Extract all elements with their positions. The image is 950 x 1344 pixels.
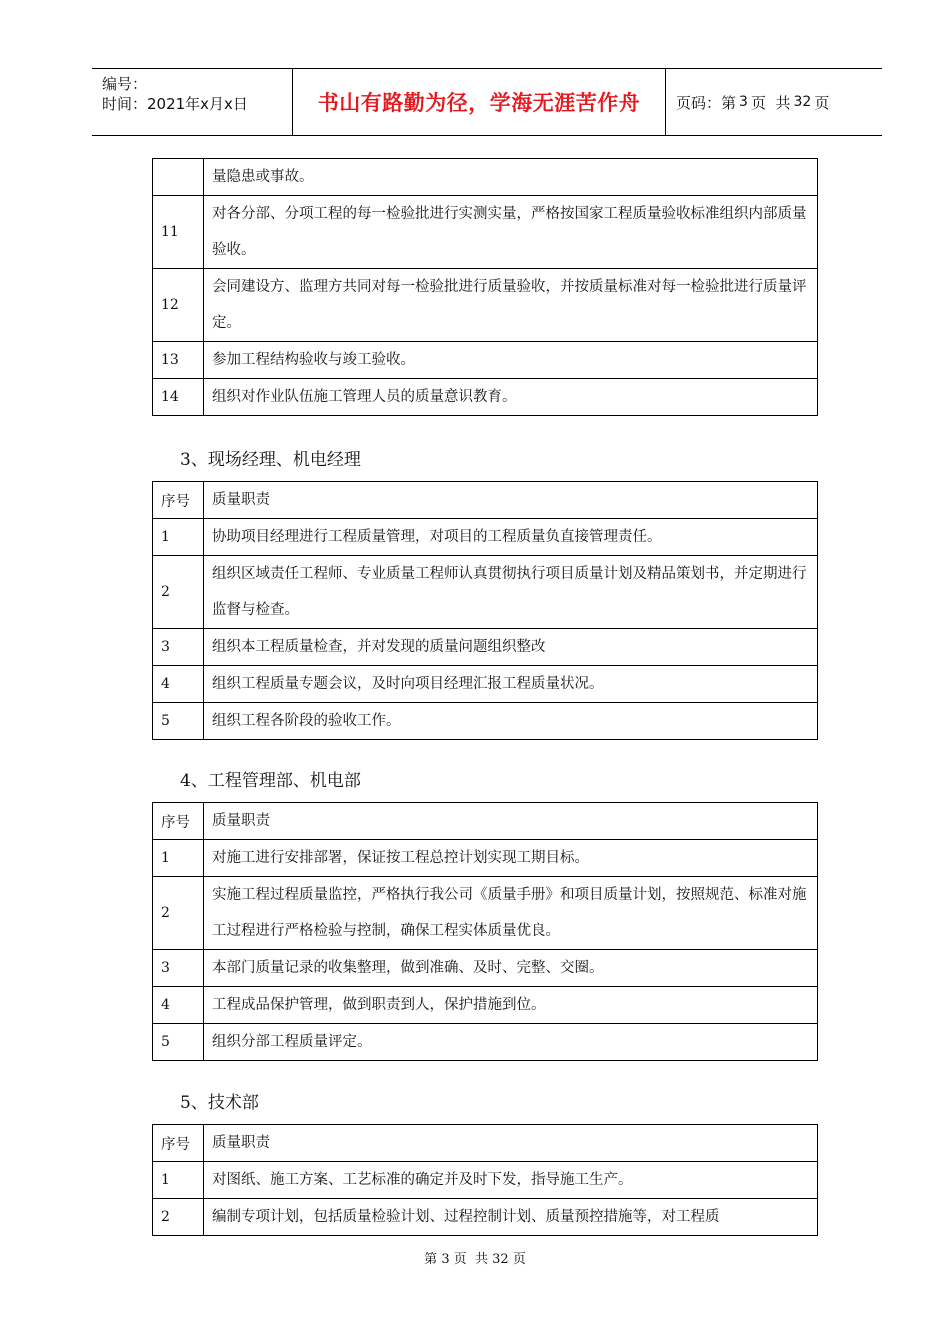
row-text: 协助项目经理进行工程质量管理，对项目的工程质量负直接管理责任。 bbox=[204, 519, 818, 556]
table-row bbox=[153, 1024, 818, 1061]
row-text: 组织工程各阶段的验收工作。 bbox=[204, 703, 818, 740]
row-number: 3 bbox=[153, 629, 204, 666]
footer-total: 32 bbox=[492, 1252, 509, 1267]
footer-mid: 页 共 bbox=[453, 1252, 488, 1267]
row-text: 本部门质量记录的收集整理，做到准确、及时、完整、交圈。 bbox=[204, 950, 818, 987]
page-suffix: 页 bbox=[814, 93, 830, 112]
row-number: 5 bbox=[153, 703, 204, 740]
time-label: 时间：2021年x月x日 bbox=[102, 95, 248, 113]
footer-prefix: 第 bbox=[424, 1252, 438, 1267]
table-row bbox=[153, 877, 818, 950]
table-row bbox=[153, 987, 818, 1024]
row-text: 会同建设方、监理方共同对每一检验批进行质量验收，并按质量标准对每一检验批进行质量评定。 bbox=[204, 269, 818, 342]
row-number: 2 bbox=[153, 556, 204, 629]
page-header bbox=[92, 68, 882, 136]
row-text: 组织本工程质量检查，并对发现的质量问题组织整改 bbox=[204, 629, 818, 666]
row-number: 1 bbox=[153, 519, 204, 556]
row-number: 1 bbox=[153, 840, 204, 877]
table-row bbox=[153, 950, 818, 987]
footer-suffix: 页 bbox=[512, 1252, 526, 1267]
section-3-title: 3、现场经理、机电经理 bbox=[180, 450, 361, 470]
table-row bbox=[153, 629, 818, 666]
row-text: 组织对作业队伍施工管理人员的质量意识教育。 bbox=[204, 379, 818, 416]
header-duty: 质量职责 bbox=[204, 803, 818, 840]
row-text: 组织工程质量专题会议，及时向项目经理汇报工程质量状况。 bbox=[204, 666, 818, 703]
section-5-title: 5、技术部 bbox=[180, 1093, 259, 1113]
section-4-title: 4、工程管理部、机电部 bbox=[180, 771, 361, 791]
header-page-info bbox=[666, 69, 882, 135]
table-row bbox=[153, 666, 818, 703]
row-text: 对图纸、施工方案、工艺标准的确定并及时下发，指导施工生产。 bbox=[204, 1162, 818, 1199]
header-number: 序号 bbox=[153, 803, 204, 840]
row-number: 12 bbox=[153, 269, 204, 342]
table-row bbox=[153, 1199, 818, 1236]
duty-table-section-3 bbox=[152, 481, 818, 740]
row-number bbox=[153, 159, 204, 196]
row-text: 参加工程结构验收与竣工验收。 bbox=[204, 342, 818, 379]
row-number: 4 bbox=[153, 666, 204, 703]
table-row bbox=[153, 159, 818, 196]
footer-current: 3 bbox=[441, 1252, 450, 1267]
table-header-row bbox=[153, 1125, 818, 1162]
table-row bbox=[153, 1162, 818, 1199]
header-duty: 质量职责 bbox=[204, 482, 818, 519]
row-number: 13 bbox=[153, 342, 204, 379]
header-number: 序号 bbox=[153, 1125, 204, 1162]
row-number: 5 bbox=[153, 1024, 204, 1061]
row-text: 对各分部、分项工程的每一检验批进行实测实量，严格按国家工程质量验收标准组织内部质量验收。 bbox=[204, 196, 818, 269]
row-number: 1 bbox=[153, 1162, 204, 1199]
row-number: 2 bbox=[153, 1199, 204, 1236]
row-number: 11 bbox=[153, 196, 204, 269]
page-mid: 页 共 bbox=[750, 93, 791, 112]
row-number: 3 bbox=[153, 950, 204, 987]
row-text: 编制专项计划，包括质量检验计划、过程控制计划、质量预控措施等，对工程质 bbox=[204, 1199, 818, 1236]
header-duty: 质量职责 bbox=[204, 1125, 818, 1162]
row-number: 14 bbox=[153, 379, 204, 416]
duty-table-continued bbox=[152, 158, 818, 416]
page-footer bbox=[0, 1248, 950, 1267]
header-motto: 书山有路勤为径，学海无涯苦作舟 bbox=[293, 69, 666, 135]
table-row bbox=[153, 269, 818, 342]
duty-table-section-4 bbox=[152, 802, 818, 1061]
doc-number-label: 编号： bbox=[102, 75, 148, 93]
table-row bbox=[153, 196, 818, 269]
table-header-row bbox=[153, 482, 818, 519]
row-text: 组织区域责任工程师、专业质量工程师认真贯彻执行项目质量计划及精品策划书，并定期进行监督与检查。 bbox=[204, 556, 818, 629]
row-number: 4 bbox=[153, 987, 204, 1024]
row-text: 对施工进行安排部署，保证按工程总控计划实现工期目标。 bbox=[204, 840, 818, 877]
table-row bbox=[153, 342, 818, 379]
header-number: 序号 bbox=[153, 482, 204, 519]
page-current: 3 bbox=[739, 94, 748, 110]
page-total: 32 bbox=[793, 94, 812, 110]
table-row bbox=[153, 840, 818, 877]
table-row bbox=[153, 556, 818, 629]
duty-table-section-5 bbox=[152, 1124, 818, 1236]
page-prefix: 页码：第 bbox=[676, 93, 737, 112]
table-row bbox=[153, 379, 818, 416]
row-text: 工程成品保护管理，做到职责到人，保护措施到位。 bbox=[204, 987, 818, 1024]
header-meta bbox=[92, 69, 293, 135]
row-number: 2 bbox=[153, 877, 204, 950]
table-row bbox=[153, 519, 818, 556]
row-text: 组织分部工程质量评定。 bbox=[204, 1024, 818, 1061]
row-text: 实施工程过程质量监控，严格执行我公司《质量手册》和项目质量计划，按照规范、标准对施工过程进行严格检验与控制，确保工程实体质量优良。 bbox=[204, 877, 818, 950]
table-header-row bbox=[153, 803, 818, 840]
table-row bbox=[153, 703, 818, 740]
row-text: 量隐患或事故。 bbox=[204, 159, 818, 196]
